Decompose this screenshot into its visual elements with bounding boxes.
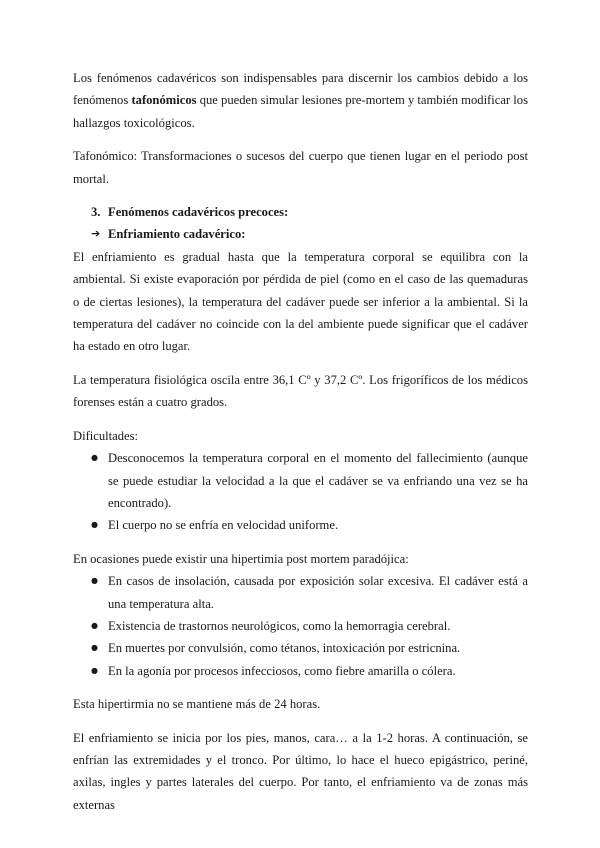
list-item <box>91 637 528 659</box>
cooling-paragraph: El enfriamiento es gradual hasta que la temperatura corporal se equilibra con la ambiental. Si existe evaporación por pérdida de piel (como en el caso de las quemaduras o de ciertas lesiones), la temperatura del cadáver puede ser inferior a la ambiental. Si la temperatura del cadáver no coincide con la del ambiente puede significar que el cadáver ha estado en otro lugar. <box>73 249 528 354</box>
intro-bold-term: tafonómicos <box>131 93 197 108</box>
arrow-icon: ➔ <box>91 227 101 241</box>
bullet-icon: ● <box>91 665 98 675</box>
section-heading <box>91 201 528 223</box>
list-item-text: Existencia de trastornos neurológicos, como la hemorragia cerebral. <box>108 618 451 633</box>
subheading-title: Enfriamiento cadavérico: <box>108 227 246 242</box>
hyperthermia-duration-paragraph: Esta hipertirmia no se mantiene más de 24 horas. <box>73 697 321 712</box>
list-item-text: El cuerpo no se enfría en velocidad uniforme. <box>108 518 339 533</box>
intro-text: Los fenómenos cadavéricos son indispensables para discernir los cambios debido a los fenómenos <box>73 71 528 108</box>
difficulties-list <box>73 447 528 537</box>
list-item <box>91 514 528 536</box>
list-item-text: En muertes por convulsión, como tétanos, intoxicación por estricnina. <box>108 641 461 656</box>
list-item-text: Desconocemos la temperatura corporal en el momento del fallecimiento (aunque se puede estudiar la velocidad a la que el cadáver se va enfriando una vez se ha encontrado). <box>108 451 528 510</box>
bullet-icon: ● <box>91 576 98 586</box>
document-body <box>73 67 528 816</box>
list-item <box>91 615 528 637</box>
list-item-text: En casos de insolación, causada por exposición solar excesiva. El cadáver está a una temperatura alta. <box>108 574 528 611</box>
hyperthermia-list <box>73 570 528 682</box>
bullet-icon: ● <box>91 520 98 530</box>
list-item <box>91 447 528 514</box>
definition-paragraph: Tafonómico: Transformaciones o sucesos del cuerpo que tienen lugar en el periodo post mortal. <box>73 149 528 186</box>
section-number: 3. <box>91 205 101 220</box>
intro-text-end: que pueden simular lesiones pre-mortem y también modificar los hallazgos toxicológicos. <box>73 93 529 130</box>
list-item <box>91 660 528 682</box>
bullet-icon: ● <box>91 453 98 463</box>
temperature-paragraph: La temperatura fisiológica oscila entre 36,1 Cº y 37,2 Cº. Los frigoríficos de los médicos forenses están a cuatro grados. <box>73 372 528 410</box>
bullet-icon: ● <box>91 620 98 630</box>
subheading <box>91 223 528 245</box>
intro-paragraph <box>73 67 528 134</box>
section-title: Fenómenos cadavéricos precoces: <box>108 205 289 220</box>
hyperthermia-label: En ocasiones puede existir una hipertimia post mortem paradójica: <box>73 551 409 566</box>
bullet-icon: ● <box>91 643 98 653</box>
difficulties-label: Dificultades: <box>73 428 139 443</box>
list-item <box>91 570 528 615</box>
list-item-text: En la agonía por procesos infecciosos, como fiebre amarilla o cólera. <box>108 663 456 678</box>
cooling-order-paragraph: El enfriamiento se inicia por los pies, manos, cara… a la 1-2 horas. A continuación, se enfrían las extremidades y el tronco. Por último, lo hace el hueco epigástrico, periné, axilas, ingles y partes laterales del cuerpo. Por tanto, el enfriamiento va de zonas más externas <box>73 730 528 812</box>
